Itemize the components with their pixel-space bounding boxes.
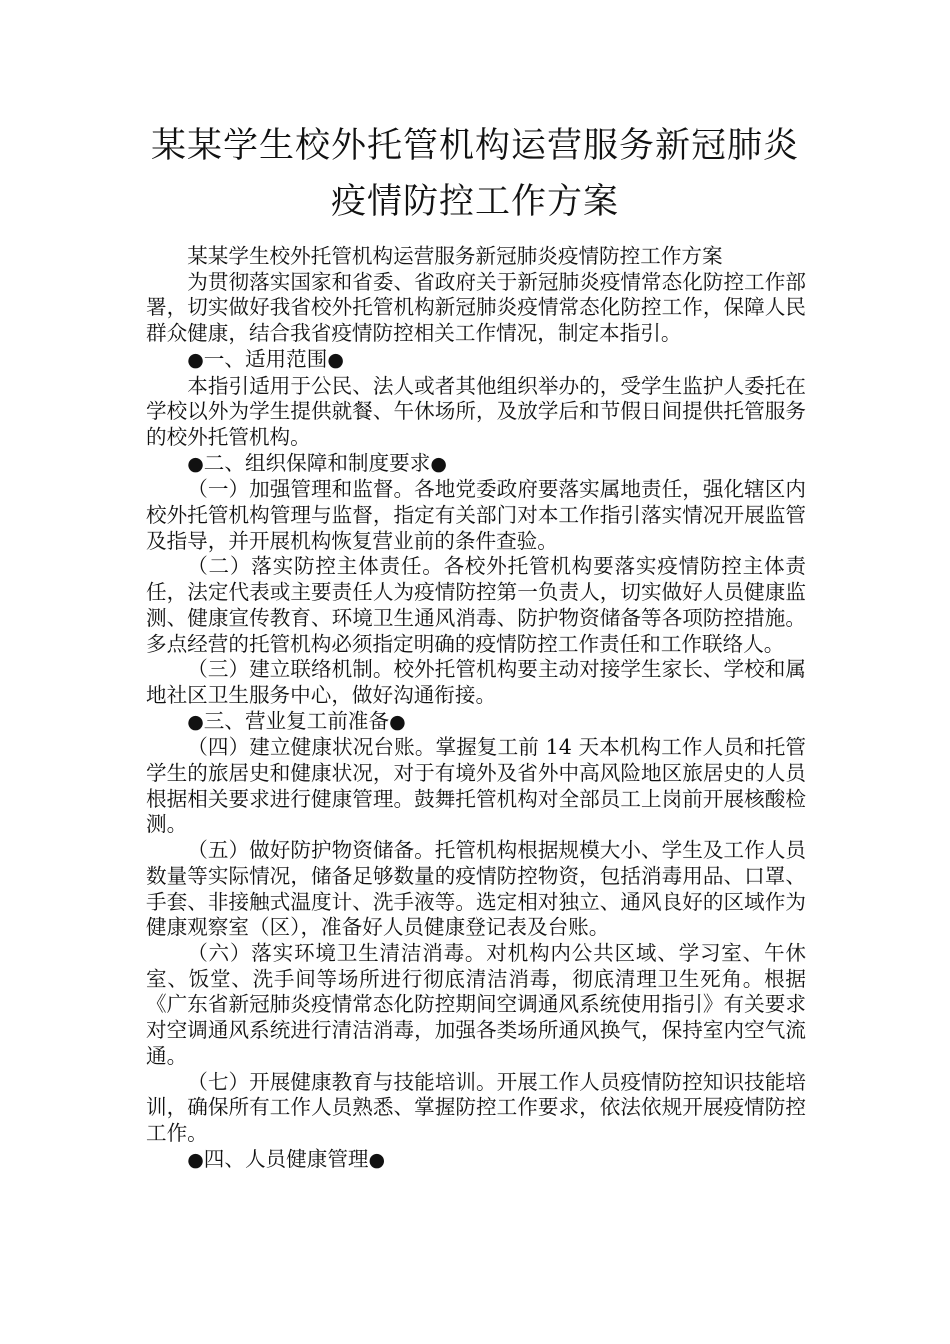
section-3-paragraph-1: （四）建立健康状况台账。掌握复工前 14 天本机构工作人员和托管学生的旅居史和健康状况，对于有境外及省外中高风险地区旅居史的人员根据相关要求进行健康管理。鼓舞托管机构对全部员工上岗前开展核酸检测。 [146, 735, 806, 837]
bullet-icon: ● [187, 452, 204, 475]
section-heading-2 [146, 451, 806, 478]
bullet-icon: ● [327, 348, 344, 371]
section-2-paragraph-3: （三）建立联络机制。校外托管机构要主动对接学生家长、学校和属地社区卫生服务中心，做好沟通衔接。 [146, 657, 806, 707]
bullet-icon: ● [187, 1148, 204, 1171]
section-heading-3 [146, 709, 806, 736]
section-3-paragraph-4: （七）开展健康教育与技能培训。开展工作人员疫情防控知识技能培训，确保所有工作人员熟悉、掌握防控工作要求，依法依规开展疫情防控工作。 [146, 1069, 806, 1145]
section-2-paragraph-2: （二）落实防控主体责任。各校外托管机构要落实疫情防控主体责任，法定代表或主要责任人为疫情防控第一负责人，切实做好人员健康监测、健康宣传教育、环境卫生通风消毒、防护物资储备等各项防控措施。多点经营的托管机构必须指定明确的疫情防控工作责任和工作联络人。 [146, 554, 806, 656]
intro-paragraph: 为贯彻落实国家和省委、省政府关于新冠肺炎疫情常态化防控工作部署，切实做好我省校外托管机构新冠肺炎疫情常态化防控工作，保障人民群众健康，结合我省疫情防控相关工作情况，制定本指引。 [146, 269, 806, 346]
bullet-icon: ● [368, 1148, 386, 1171]
bullet-icon: ● [187, 348, 204, 371]
document-title [100, 118, 850, 230]
bullet-icon: ● [389, 710, 406, 733]
section-1-paragraph-1: 本指引适用于公民、法人或者其他组织举办的，受学生监护人委托在学校以外为学生提供就餐、午休场所，及放学后和节假日间提供托管服务的校外托管机构。 [146, 373, 806, 449]
document-subtitle: 某某学生校外托管机构运营服务新冠肺炎疫情防控工作方案 [187, 244, 723, 268]
section-3-paragraph-3: （六）落实环境卫生清洁消毒。对机构内公共区域、学习室、午休室、饭堂、洗手间等场所进行彻底清洁消毒，彻底清理卫生死角。根据《广东省新冠肺炎疫情常态化防控期间空调通风系统使用指引》有关要求对空调通风系统进行清洁消毒，加强各类场所通风换气，保持室内空气流通。 [146, 940, 806, 1068]
document-body [146, 244, 806, 1173]
section-heading-4 [146, 1147, 806, 1174]
section-heading-1-text: 一、适用范围 [203, 346, 328, 371]
bullet-icon: ● [187, 710, 204, 733]
section-heading-4-text: 四、人员健康管理 [203, 1146, 369, 1171]
section-heading-1 [146, 347, 806, 374]
bullet-icon: ● [430, 452, 447, 475]
section-2-paragraph-1: （一）加强管理和监督。各地党委政府要落实属地责任，强化辖区内校外托管机构管理与监督，指定有关部门对本工作指引落实情况开展监管及指导，并开展机构恢复营业前的条件查验。 [146, 477, 806, 553]
section-heading-2-text: 二、组织保障和制度要求 [203, 450, 431, 475]
section-3-paragraph-2: （五）做好防护物资储备。托管机构根据规模大小、学生及工作人员数量等实际情况，储备足够数量的疫情防控物资，包括消毒用品、口罩、手套、非接触式温度计、洗手液等。选定相对独立、通风良好的区域作为健康观察室（区），准备好人员健康登记表及台账。 [146, 838, 806, 940]
section-heading-3-text: 三、营业复工前准备 [203, 708, 390, 733]
title-line-1: 某某学生校外托管机构运营服务新冠肺炎 [150, 126, 799, 166]
title-line-2: 疫情防控工作方案 [330, 182, 619, 222]
